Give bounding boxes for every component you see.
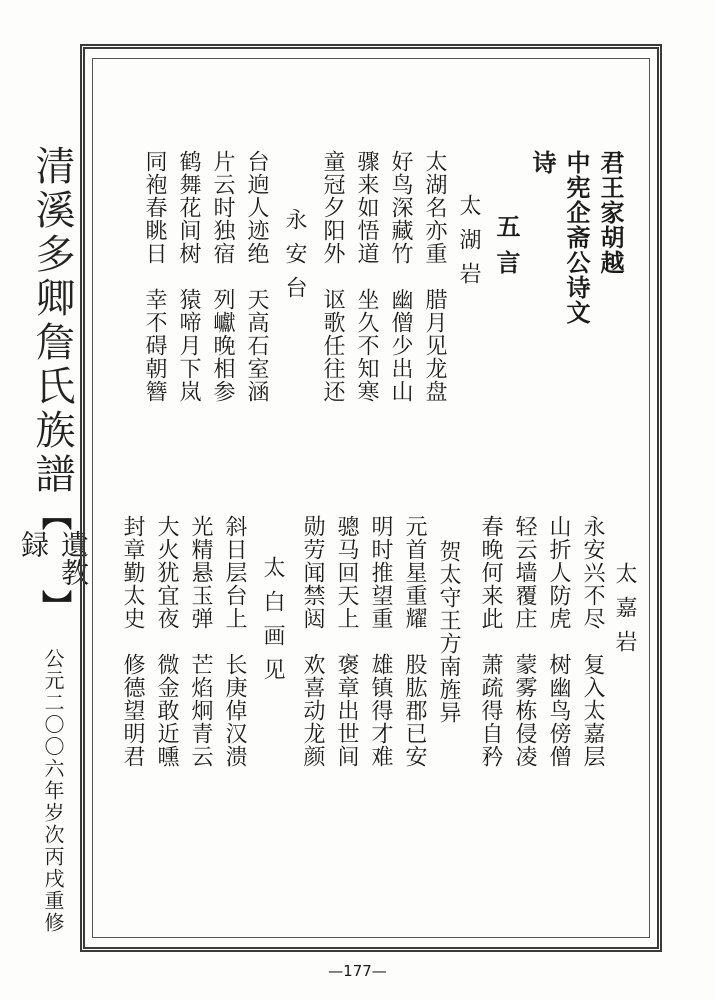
poem5-line-3: 大火犹宜夜 微金敢近曛: [154, 515, 179, 768]
section-bracket-open: 【: [36, 500, 71, 530]
header-line-3: 诗: [528, 150, 557, 175]
poem3-line-1: 永安兴不尽 复入太嘉层: [580, 515, 605, 768]
poem3-line-3: 轻云墙覆庄 蒙雾栋侵凌: [512, 515, 537, 768]
header-line-2: 中宪企斋公诗文: [562, 150, 591, 325]
poem4-line-3: 骢马回天上 褒章出世间: [334, 515, 359, 768]
revision-date: 公元二〇〇六年岁次丙戌重修: [41, 648, 65, 934]
poem2-line-1: 台逈人迹绝 天高石室涵: [244, 150, 269, 403]
poem1-line-1: 太湖名亦重 腊月见龙盘: [422, 150, 447, 403]
page-number: —177—: [328, 962, 387, 980]
poem5-line-2: 光精悬玉弹 芒焰炯青云: [188, 515, 213, 768]
poem5-line-4: 封章勤太史 修德望明君: [120, 515, 145, 768]
poem3-line-4: 春晚何来此 萧疏得自矜: [478, 515, 503, 768]
poem4-line-1: 元首星重耀 股肱郡已安: [402, 515, 427, 768]
header-line-4: 五言: [492, 214, 521, 286]
poem2-title: 永安台: [282, 208, 307, 310]
poem2-line-4: 同袍春眺日 幸不碍朝簪: [142, 150, 167, 403]
poem3-title: 太嘉岩: [612, 562, 637, 664]
clan-book-title: 清溪多卿詹氏族譜: [29, 145, 75, 497]
poem4-line-4: 勋劳闻禁闼 欢喜动龙颜: [300, 515, 325, 768]
section-bracket-close: 】: [36, 590, 71, 620]
header-line-1: 君王家胡越: [596, 150, 625, 275]
poem2-line-3: 鹤舞花间树 猿啼月下岚: [176, 150, 201, 403]
poem4-line-2: 明时推望重 雄镇得才难: [368, 515, 393, 768]
poem5-title: 太白画见: [260, 556, 285, 692]
poem2-line-2: 片云时独宿 列巘晚相参: [210, 150, 235, 403]
poem4-title: 贺太守王方南旌异: [436, 540, 461, 724]
section-label-text: 遺教録: [17, 530, 90, 586]
poem1-line-2: 好鸟深藏竹 幽僧少出山: [388, 150, 413, 403]
poem1-line-4: 童冠夕阳外 讴歌任往还: [320, 150, 345, 403]
poem5-line-1: 斜日层台上 长庚倬汉溃: [222, 515, 247, 768]
section-label: [17, 500, 90, 620]
poem1-title: 太湖岩: [456, 194, 481, 296]
poem1-line-3: 骤来如悟道 坐久不知寒: [354, 150, 379, 403]
poem3-line-2: 山折人防虎 树幽鸟傍僧: [546, 515, 571, 768]
